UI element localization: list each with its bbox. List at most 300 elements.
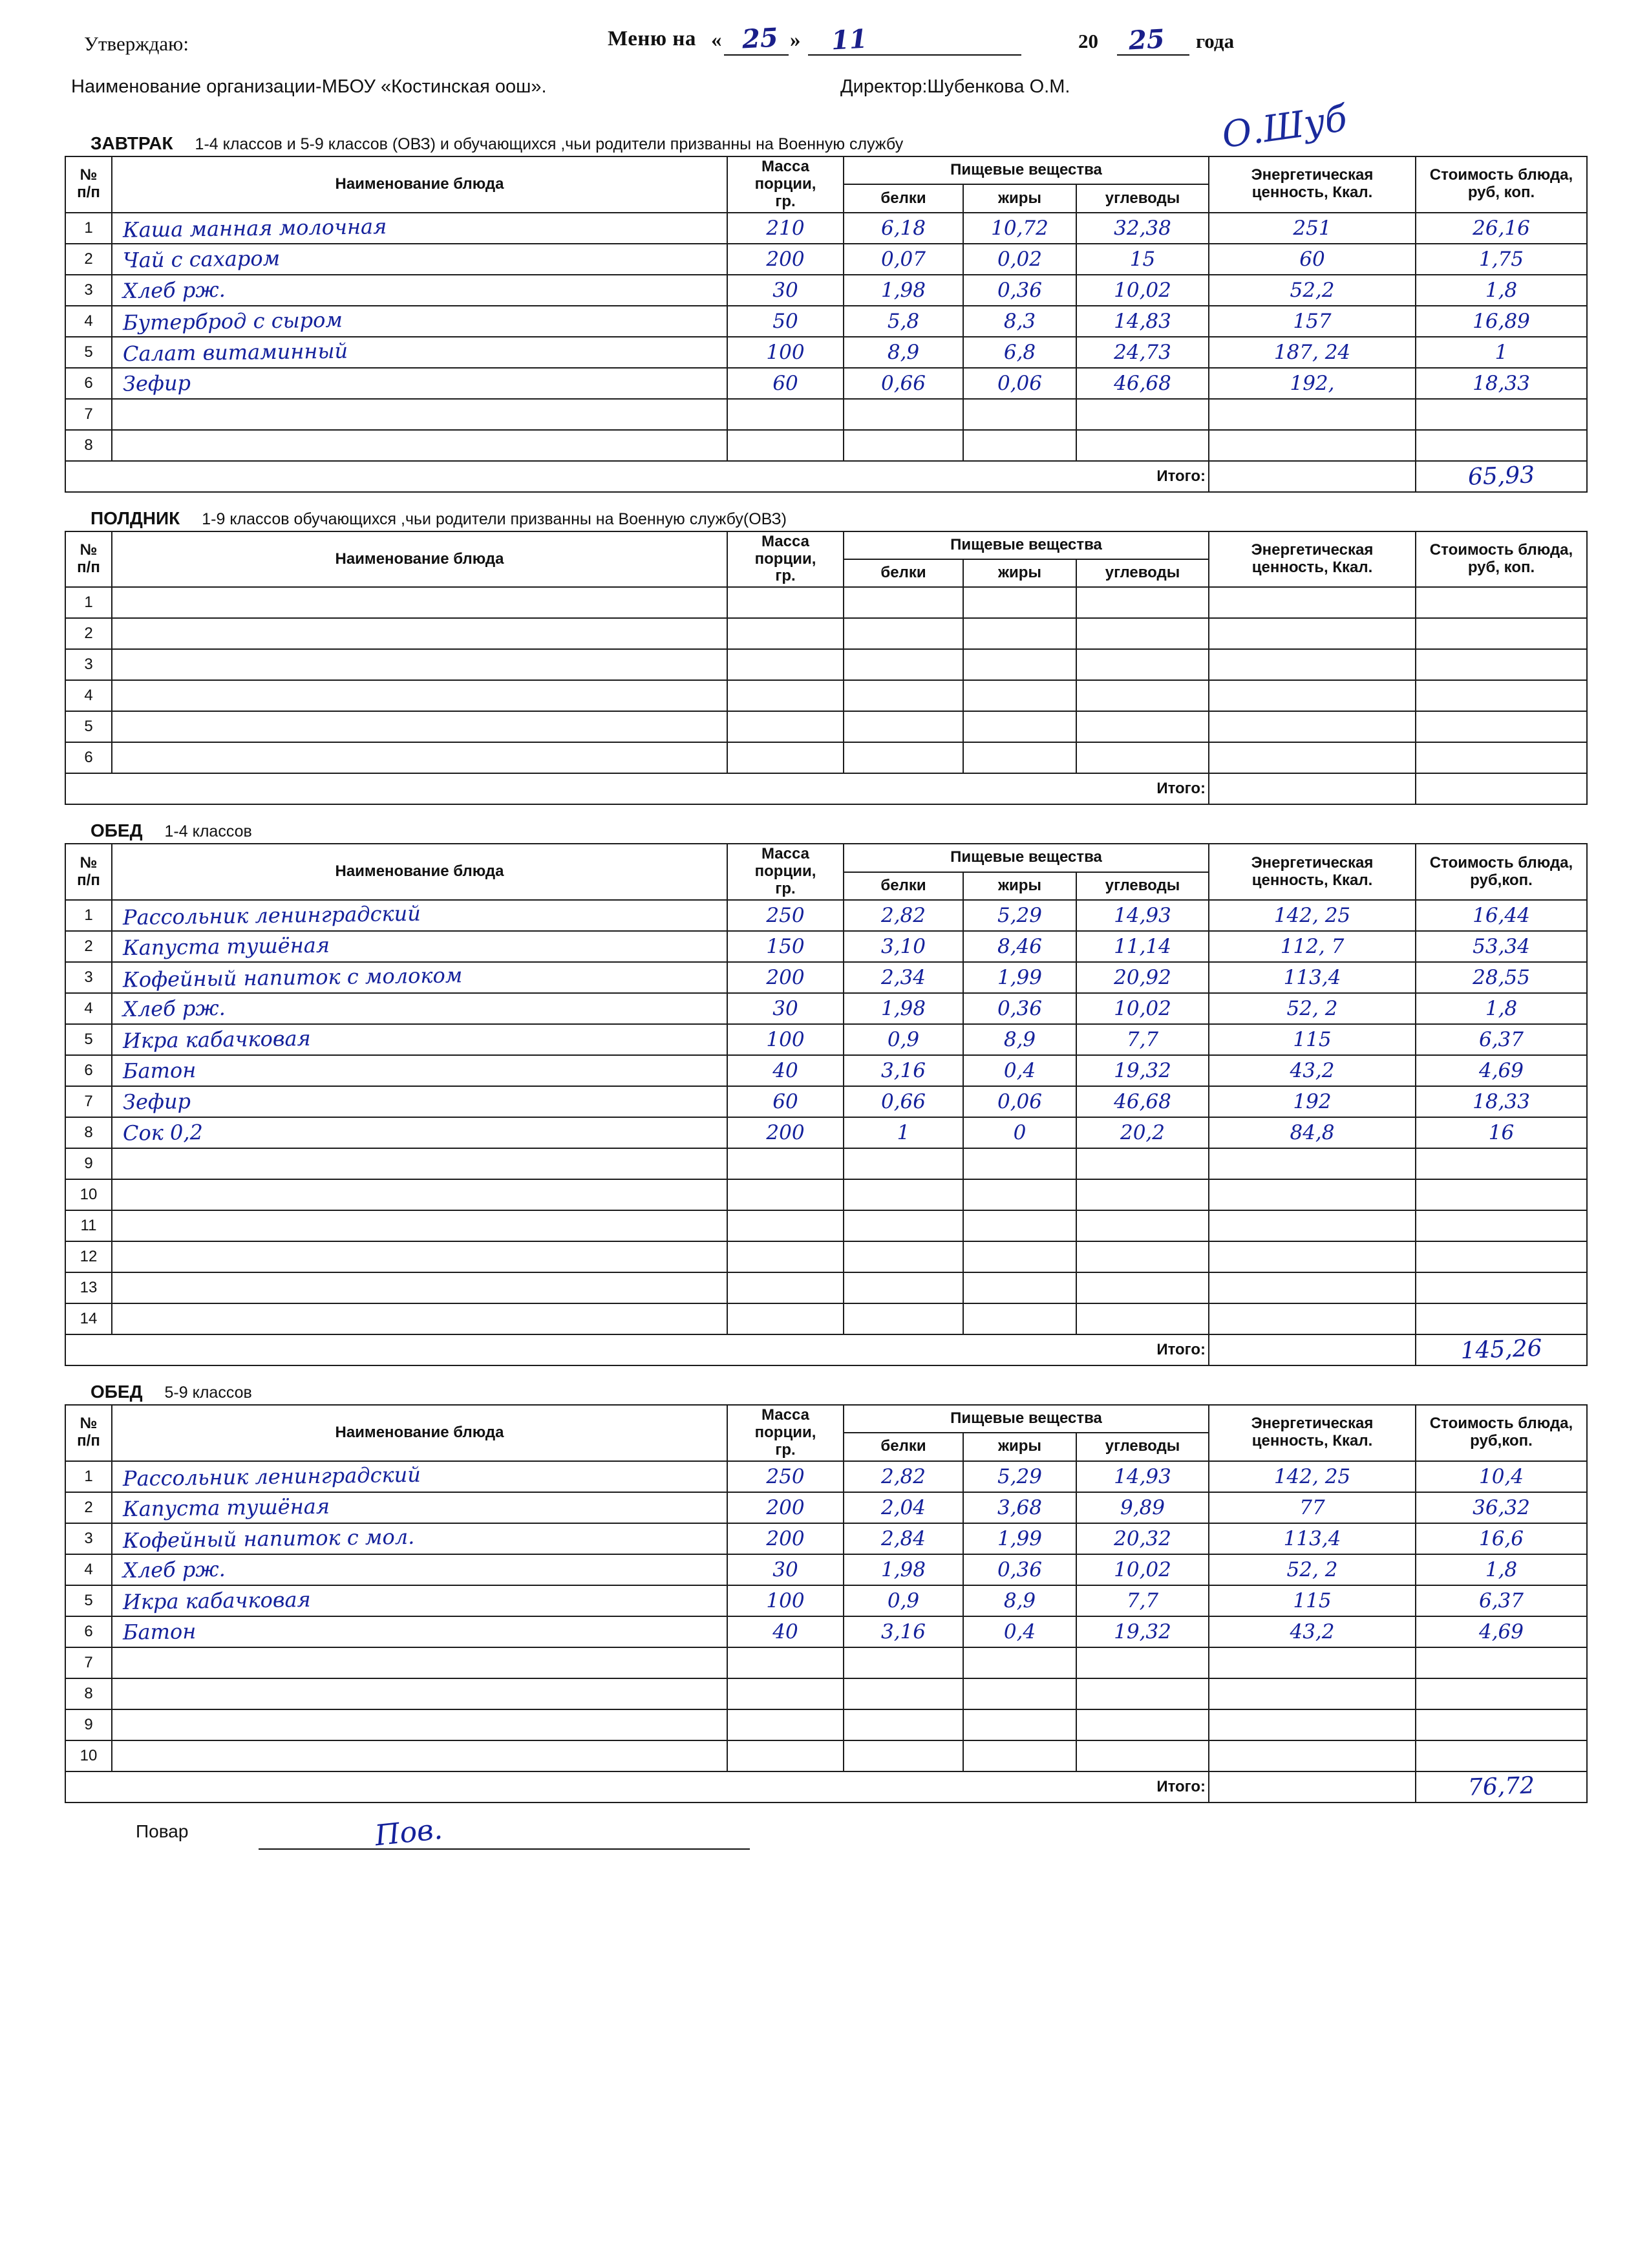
cell-protein [844,306,963,337]
cell-mass [727,275,844,306]
col-header-np: № п/п [65,844,112,900]
cell-fat [963,1647,1076,1678]
cell-dish-name [112,1709,727,1740]
cell-cost [1416,1241,1587,1272]
table-header-row [65,1405,1587,1433]
year-prefix: 20 [1078,30,1098,52]
cell-np: 1 [65,900,112,931]
table-row [65,430,1587,461]
handwritten-total: 145,26 [1460,1335,1543,1365]
cell-mass [727,1210,844,1241]
cell-np: 7 [65,1086,112,1117]
table-row [65,711,1587,742]
cell-np: 13 [65,1272,112,1303]
handwritten-value: 10,02 [1114,996,1171,1020]
cook-footer [65,1812,1588,1860]
table-row [65,1024,1587,1055]
handwritten-value: 0,4 [1003,1620,1036,1643]
col-header-energy: Энергетическая ценность, Ккал. [1209,156,1416,213]
col-header-cost: Стоимость блюда, руб,коп. [1416,1405,1587,1461]
cell-np: 2 [65,931,112,962]
cell-protein [844,213,963,244]
handwritten-value: 52, 2 [1286,996,1338,1020]
cell-fat [963,1616,1076,1647]
cell-protein [844,244,963,275]
handwritten-value: 2,82 [880,903,926,927]
date-day-value: 25 [741,22,779,55]
table-row [65,900,1587,931]
table-row [65,1461,1587,1492]
handwritten-value: 6,8 [1003,340,1036,364]
cell-cost [1416,1179,1587,1210]
handwritten-value: 8,3 [1003,309,1036,333]
cell-mass [727,1678,844,1709]
total-label: Итого: [65,1771,1209,1803]
col-header-np: № п/п [65,156,112,213]
handwritten-value: 0,06 [997,371,1043,395]
col-header-cost: Стоимость блюда, руб,коп. [1416,844,1587,900]
handwritten-value: 251 [1293,216,1332,240]
table-row [65,993,1587,1024]
cell-np: 6 [65,742,112,773]
col-header-name: Наименование блюда [112,156,727,213]
handwritten-value: 1,8 [1485,1557,1518,1581]
col-header-nutrients: Пищевые вещества [844,531,1209,559]
cell-dish-name [112,1740,727,1771]
cell-protein [844,1148,963,1179]
cell-cost [1416,399,1587,430]
cell-cost [1416,213,1587,244]
handwritten-dish: Зефир [122,1089,191,1115]
cell-carbs [1076,368,1209,399]
handwritten-value: 32,38 [1114,216,1171,240]
cell-energy [1209,368,1416,399]
col-header-nutrients: Пищевые вещества [844,844,1209,872]
handwritten-total: 65,93 [1467,462,1535,491]
handwritten-dish: Хлеб рж. [122,995,226,1022]
handwritten-value: 250 [766,903,805,927]
cell-mass [727,1523,844,1554]
cell-carbs [1076,1709,1209,1740]
table-total-row [65,1771,1587,1803]
quote-close: » [790,28,801,52]
approve-label: Утверждаю: [84,32,189,55]
handwritten-value: 1 [897,1120,910,1144]
handwritten-value: 3,10 [880,934,926,958]
section-subtitle: 1-4 классов [164,822,252,841]
handwritten-value: 46,68 [1114,1089,1171,1113]
cell-protein [844,1055,963,1086]
cell-cost [1416,649,1587,680]
cell-dish-name [112,368,727,399]
menu-table [65,1404,1588,1803]
cell-fat [963,1461,1076,1492]
cell-mass [727,587,844,618]
section-spacer [65,493,1588,504]
col-header-protein: белки [844,559,963,587]
handwritten-value: 3,16 [880,1058,926,1082]
handwritten-dish: Батон [122,1058,197,1084]
cell-mass [727,1148,844,1179]
handwritten-value: 7,7 [1126,1027,1159,1051]
handwritten-value: 10,02 [1114,1557,1171,1581]
handwritten-value: 8,9 [1003,1027,1036,1051]
table-row [65,275,1587,306]
cell-mass [727,711,844,742]
handwritten-value: 24,73 [1114,340,1171,364]
cell-protein [844,1303,963,1334]
organization-name: Наименование организации-МБОУ «Костинская оош». [71,76,547,97]
cell-carbs [1076,742,1209,773]
handwritten-value: 14,93 [1114,1464,1171,1488]
section-caption [65,133,1588,154]
cell-dish-name [112,587,727,618]
cell-dish-name [112,900,727,931]
handwritten-value: 9,89 [1120,1495,1165,1519]
cell-np: 2 [65,1492,112,1523]
cell-np: 7 [65,1647,112,1678]
handwritten-value: 1,8 [1485,278,1518,302]
handwritten-value: 28,55 [1473,965,1530,989]
cell-energy [1209,618,1416,649]
cell-fat [963,1709,1076,1740]
handwritten-value: 142, 25 [1273,903,1351,927]
col-header-mass: Масса порции, гр. [727,531,844,588]
cell-fat [963,1148,1076,1179]
handwritten-dish: Хлеб рж. [122,277,226,303]
table-row [65,1554,1587,1585]
cell-dish-name [112,1492,727,1523]
cell-protein [844,962,963,993]
cell-carbs [1076,1461,1209,1492]
cell-carbs [1076,244,1209,275]
cell-fat [963,1086,1076,1117]
handwritten-value: 115 [1293,1589,1332,1612]
cell-protein [844,430,963,461]
handwritten-value: 2,04 [880,1495,926,1519]
handwritten-value: 18,33 [1473,371,1530,395]
cell-dish-name [112,244,727,275]
cell-protein [844,337,963,368]
cell-protein [844,931,963,962]
cell-protein [844,649,963,680]
col-header-fat: жиры [963,184,1076,212]
handwritten-value: 1,98 [880,1557,926,1581]
cell-protein [844,1241,963,1272]
table-header-row [65,531,1587,559]
cell-dish-name [112,1210,727,1241]
cell-carbs [1076,1024,1209,1055]
table-row [65,1241,1587,1272]
col-header-carbs: углеводы [1076,184,1209,212]
cell-mass [727,742,844,773]
cell-energy [1209,275,1416,306]
section-spacer [65,805,1588,817]
cell-cost [1416,711,1587,742]
cell-carbs [1076,1117,1209,1148]
table-row [65,1709,1587,1740]
cell-mass [727,649,844,680]
cell-cost [1416,368,1587,399]
menu-table [65,843,1588,1366]
col-header-protein: белки [844,184,963,212]
cell-np: 1 [65,587,112,618]
cell-dish-name [112,1523,727,1554]
cell-fat [963,711,1076,742]
cell-dish-name [112,430,727,461]
cell-np: 3 [65,275,112,306]
table-row [65,1585,1587,1616]
handwritten-value: 53,34 [1473,934,1530,958]
handwritten-value: 10,02 [1114,278,1171,302]
cell-energy [1209,1585,1416,1616]
cell-carbs [1076,618,1209,649]
table-row [65,1179,1587,1210]
header-row-date [65,22,1588,74]
cell-dish-name [112,306,727,337]
handwritten-value: 1,98 [880,278,926,302]
handwritten-value: 6,37 [1478,1027,1524,1051]
cell-np: 14 [65,1303,112,1334]
handwritten-value: 8,9 [1003,1589,1036,1612]
cell-mass [727,1086,844,1117]
cell-protein [844,368,963,399]
col-header-carbs: углеводы [1076,1433,1209,1460]
cell-cost [1416,962,1587,993]
cell-energy [1209,1554,1416,1585]
cell-carbs [1076,587,1209,618]
table-row [65,649,1587,680]
handwritten-value: 1,75 [1478,247,1524,271]
table-row [65,962,1587,993]
menu-title: Меню на [608,27,696,50]
handwritten-value: 0,06 [997,1089,1043,1113]
handwritten-value: 157 [1293,309,1332,333]
total-label: Итого: [65,461,1209,492]
cook-signature: Пов. [373,1812,444,1852]
col-header-fat: жиры [963,559,1076,587]
menu-section [65,1382,1588,1803]
cell-carbs [1076,1148,1209,1179]
cell-carbs [1076,1616,1209,1647]
cell-np: 3 [65,649,112,680]
cell-energy [1209,1148,1416,1179]
handwritten-value: 30 [772,278,798,302]
cell-protein [844,900,963,931]
cell-np: 9 [65,1148,112,1179]
handwritten-value: 16,6 [1478,1526,1524,1550]
section-caption [65,508,1588,529]
cell-cost [1416,931,1587,962]
cell-fat [963,275,1076,306]
section-subtitle: 1-9 классов обучающихся ,чьи родители призванны на Военную службу(ОВЗ) [202,509,787,528]
cell-protein [844,1523,963,1554]
handwritten-value: 6,37 [1478,1589,1524,1612]
table-row [65,306,1587,337]
section-spacer [65,1366,1588,1378]
handwritten-value: 1,98 [880,996,926,1020]
cell-carbs [1076,1179,1209,1210]
table-row [65,680,1587,711]
cell-mass [727,1461,844,1492]
cell-energy [1209,1303,1416,1334]
cell-carbs [1076,1303,1209,1334]
cell-mass [727,1492,844,1523]
handwritten-value: 15 [1129,247,1156,271]
table-row [65,1086,1587,1117]
cell-dish-name [112,1117,727,1148]
cell-cost [1416,1554,1587,1585]
handwritten-dish: Рассольник ленинградский [122,901,421,930]
handwritten-value: 200 [766,1495,805,1519]
handwritten-value: 18,33 [1473,1089,1530,1113]
cell-dish-name [112,680,727,711]
cell-protein [844,1585,963,1616]
handwritten-value: 77 [1299,1495,1325,1519]
cell-carbs [1076,275,1209,306]
table-row [65,1303,1587,1334]
cell-np: 6 [65,1055,112,1086]
cell-np: 5 [65,1024,112,1055]
handwritten-value: 0,36 [997,996,1043,1020]
handwritten-value: 0,66 [880,371,926,395]
handwritten-value: 113,4 [1283,965,1341,989]
cell-energy [1209,900,1416,931]
cell-np: 2 [65,244,112,275]
handwritten-dish: Кофейный напиток с молоком [122,963,463,992]
handwritten-value: 2,34 [880,965,926,989]
handwritten-value: 20,92 [1114,965,1171,989]
menu-sections [65,133,1588,1815]
cell-np: 3 [65,962,112,993]
handwritten-value: 20,32 [1114,1526,1171,1550]
cell-cost [1416,1585,1587,1616]
handwritten-value: 60 [1299,247,1325,271]
col-header-mass: Масса порции, гр. [727,156,844,213]
col-header-np: № п/п [65,531,112,588]
director-name: Директор:Шубенкова О.М. [840,76,1070,97]
cell-carbs [1076,1740,1209,1771]
menu-section [65,508,1588,806]
col-header-protein: белки [844,1433,963,1460]
cell-protein [844,711,963,742]
cell-energy [1209,587,1416,618]
cell-dish-name [112,1055,727,1086]
cell-dish-name [112,1678,727,1709]
handwritten-value: 1 [1495,340,1508,364]
cell-np: 5 [65,711,112,742]
cell-np: 4 [65,993,112,1024]
cell-energy [1209,1678,1416,1709]
handwritten-value: 20,2 [1120,1120,1165,1144]
cell-cost [1416,1647,1587,1678]
cell-np: 10 [65,1179,112,1210]
cell-np: 9 [65,1709,112,1740]
cell-protein [844,1461,963,1492]
cell-dish-name [112,1241,727,1272]
cell-cost [1416,1024,1587,1055]
table-row [65,1055,1587,1086]
cell-energy [1209,244,1416,275]
handwritten-value: 19,32 [1114,1620,1171,1643]
table-row [65,1740,1587,1771]
menu-table [65,156,1588,493]
table-row [65,213,1587,244]
cell-dish-name [112,213,727,244]
handwritten-value: 192 [1293,1089,1332,1113]
cell-carbs [1076,1678,1209,1709]
table-row [65,1616,1587,1647]
cell-dish-name [112,742,727,773]
handwritten-value: 11,14 [1114,934,1171,958]
cell-dish-name [112,1272,727,1303]
handwritten-dish: Икра кабачковая [122,1025,311,1053]
cell-fat [963,649,1076,680]
cell-carbs [1076,962,1209,993]
cell-dish-name [112,1616,727,1647]
director-signature: О.Шуб [1219,97,1350,157]
cell-dish-name [112,1179,727,1210]
cell-carbs [1076,1241,1209,1272]
cell-dish-name [112,711,727,742]
handwritten-value: 46,68 [1114,371,1171,395]
cell-energy [1209,1086,1416,1117]
cell-carbs [1076,1554,1209,1585]
handwritten-value: 100 [766,340,805,364]
handwritten-dish: Каша манная молочная [122,213,387,242]
cell-cost [1416,1461,1587,1492]
cell-cost [1416,1492,1587,1523]
handwritten-value: 0,36 [997,278,1043,302]
handwritten-value: 150 [766,934,805,958]
table-row [65,931,1587,962]
cell-carbs [1076,306,1209,337]
cell-mass [727,399,844,430]
cell-np: 4 [65,680,112,711]
handwritten-value: 14,93 [1114,903,1171,927]
handwritten-value: 36,32 [1473,1495,1530,1519]
cell-energy [1209,213,1416,244]
handwritten-value: 16 [1488,1120,1515,1144]
table-row [65,1492,1587,1523]
handwritten-value: 250 [766,1464,805,1488]
handwritten-value: 112, 7 [1280,934,1345,958]
cell-mass [727,1585,844,1616]
handwritten-dish: Капуста тушёная [122,1493,330,1521]
handwritten-value: 1,99 [997,965,1043,989]
total-energy [1209,461,1416,492]
date-year-rule [1117,54,1189,56]
cell-dish-name [112,618,727,649]
col-header-mass: Масса порции, гр. [727,1405,844,1461]
cell-np: 8 [65,1117,112,1148]
handwritten-value: 5,29 [997,903,1043,927]
cell-energy [1209,1179,1416,1210]
cell-cost [1416,1055,1587,1086]
table-total-row [65,773,1587,804]
handwritten-dish: Капуста тушёная [122,932,330,961]
cell-energy [1209,1740,1416,1771]
handwritten-dish: Салат витаминный [122,338,348,366]
handwritten-value: 30 [772,1557,798,1581]
cell-fat [963,587,1076,618]
cell-np: 4 [65,306,112,337]
cook-label: Повар [136,1821,189,1841]
handwritten-value: 16,44 [1473,903,1530,927]
handwritten-value: 187, 24 [1273,340,1351,364]
handwritten-value: 30 [772,996,798,1020]
handwritten-value: 10,72 [991,216,1048,240]
